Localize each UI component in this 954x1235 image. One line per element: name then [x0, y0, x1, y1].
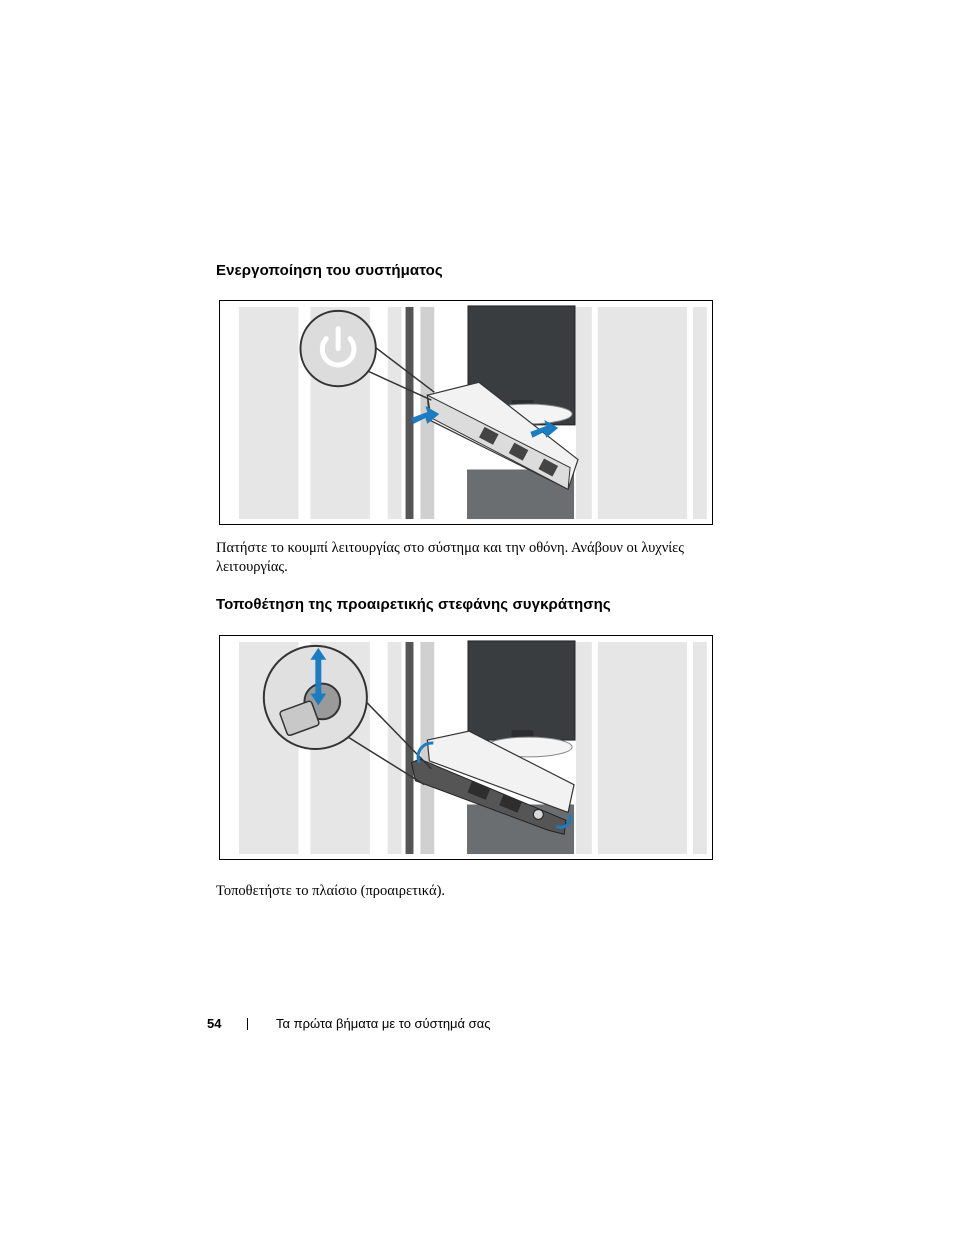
footer-title: Τα πρώτα βήματα με το σύστημά σας — [276, 1016, 491, 1031]
key-icon — [264, 646, 367, 749]
figure-bezel — [219, 635, 713, 860]
figure-power-on — [219, 300, 713, 525]
section-heading-power-on: Ενεργοποίηση του συστήματος — [216, 262, 443, 279]
page-number: 54 — [207, 1016, 222, 1031]
footer-separator — [247, 1018, 248, 1030]
page-footer — [207, 1016, 490, 1031]
caption-bezel: Τοποθετήστε το πλαίσιο (προαιρετικά). — [216, 883, 446, 899]
caption-power-on: Πατήστε το κουμπί λειτουργίας στο σύστημα και την οθόνη. Ανάβουν οι λυχνίες λειτουργίας. — [216, 540, 685, 575]
section-heading-bezel: Τοποθέτηση της προαιρετικής στεφάνης συγκράτησης — [216, 596, 611, 613]
power-icon — [300, 311, 375, 386]
